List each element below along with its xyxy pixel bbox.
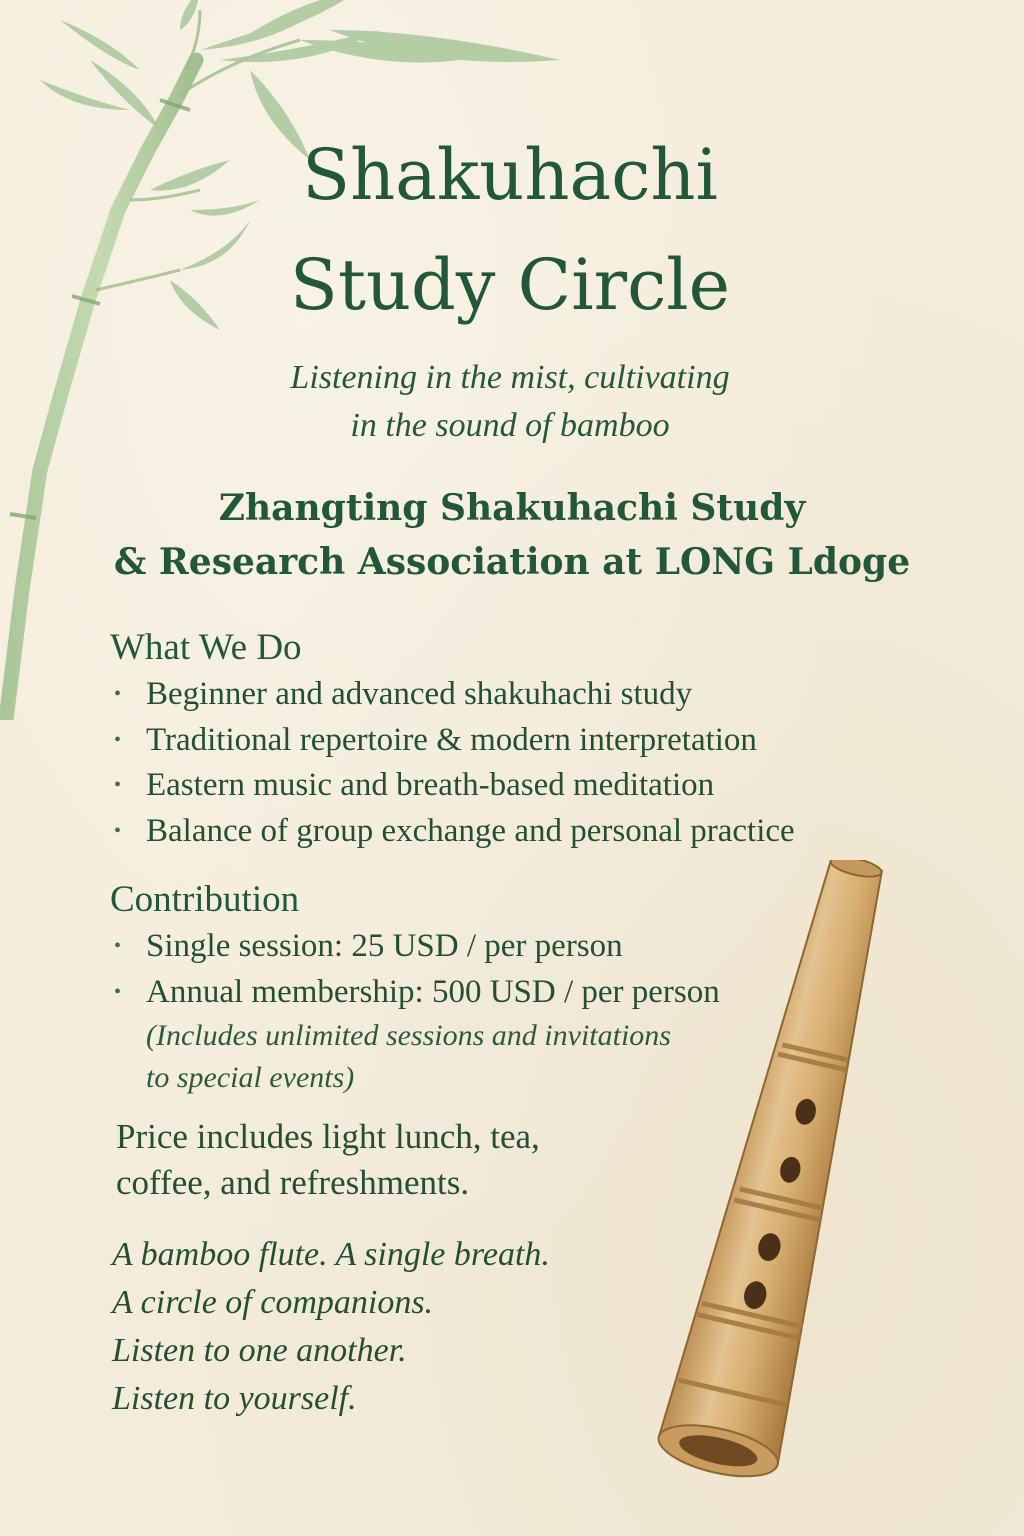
- what-we-do-heading: What We Do: [110, 627, 302, 668]
- poem-line-2: A circle of companions.: [112, 1284, 434, 1321]
- price-note-line-1: Price includes light lunch, tea,: [116, 1117, 540, 1156]
- organization-line-2: & Research Association at LONG Ldoge: [113, 541, 911, 583]
- list-item-text: Traditional repertoire & modern interpretation: [146, 721, 757, 758]
- bullet-icon: •: [114, 683, 122, 705]
- list-item-text: Beginner and advanced shakuhachi study: [146, 676, 693, 712]
- bullet-icon: •: [114, 728, 122, 751]
- bullet-icon: •: [114, 819, 122, 842]
- list-item: [112, 672, 795, 718]
- membership-note-line-2: to special events): [146, 1061, 355, 1094]
- poem-line-4: Listen to yourself.: [112, 1380, 357, 1417]
- list-item-text: Eastern music and breath-based meditation: [146, 767, 715, 803]
- list-item: [112, 763, 795, 809]
- list-item: [112, 718, 795, 764]
- title-line-1: Shakuhachi: [302, 134, 718, 216]
- bullet-icon: •: [114, 774, 122, 796]
- organization-line-1: Zhangting Shakuhachi Study: [218, 487, 806, 529]
- annual-membership-price: Annual membership: 500 USD / per person: [146, 973, 720, 1010]
- bullet-icon: •: [114, 935, 122, 957]
- what-we-do-list: [112, 672, 795, 854]
- bullet-icon: •: [114, 980, 122, 1003]
- list-item: [112, 924, 720, 970]
- poem-line-1: A bamboo flute. A single breath.: [112, 1236, 550, 1273]
- price-note-line-2: coffee, and refreshments.: [116, 1163, 470, 1202]
- contribution-list: [112, 924, 720, 1015]
- list-item: [112, 970, 720, 1016]
- list-item-text: Balance of group exchange and personal practice: [146, 812, 795, 849]
- tagline-line-1: Listening in the mist, cultivating: [290, 359, 730, 396]
- contribution-heading: Contribution: [110, 879, 300, 920]
- list-item: [112, 809, 795, 855]
- tagline-line-2: in the sound of bamboo: [350, 407, 670, 444]
- title-line-2: Study Circle: [289, 244, 731, 326]
- membership-note-line-1: (Includes unlimited sessions and invitations: [146, 1019, 671, 1052]
- single-session-price: Single session: 25 USD / per person: [146, 928, 623, 964]
- poem-line-3: Listen to one another.: [112, 1332, 407, 1369]
